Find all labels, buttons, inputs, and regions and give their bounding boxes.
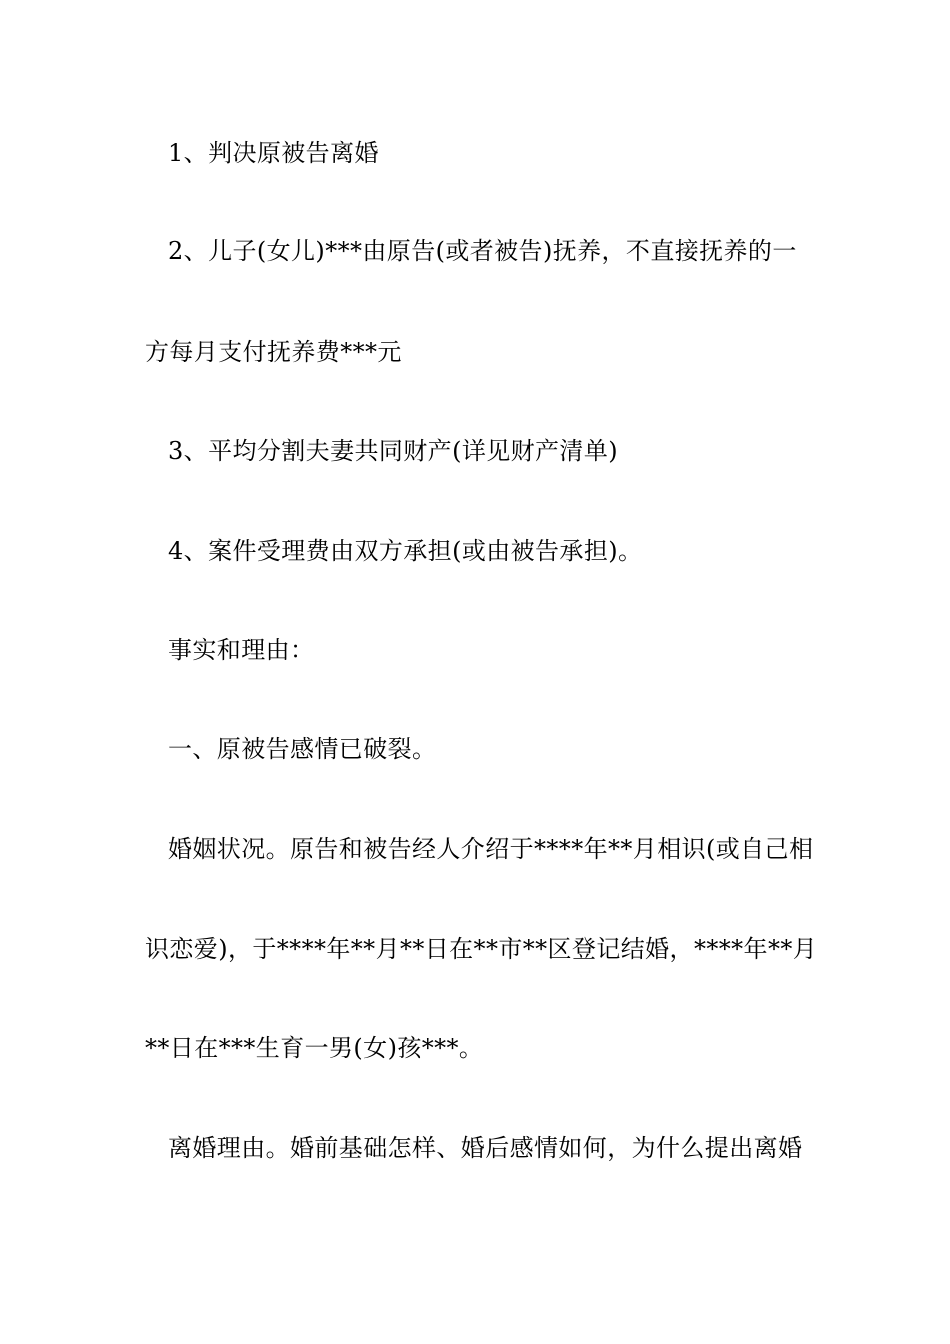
claim-item-1: 1、判决原被告离婚 [168, 139, 379, 167]
divorce-reason-paragraph: 离婚理由。婚前基础怎样、婚后感情如何，为什么提出离婚 [168, 1134, 803, 1162]
marriage-status-paragraph-line-2: 识恋爱)，于****年**月**日在**市**区登记结婚，****年**月 [145, 935, 818, 963]
claim-item-2-continued: 方每月支付抚养费***元 [145, 338, 402, 366]
claim-item-3: 3、平均分割夫妻共同财产(详见财产清单) [168, 437, 618, 465]
section-heading-facts-reasons: 事实和理由： [168, 636, 315, 664]
marriage-status-paragraph-line-3: **日在***生育一男(女)孩***。 [145, 1034, 484, 1062]
claim-item-4: 4、案件受理费由双方承担(或由被告承担)。 [168, 537, 643, 565]
marriage-status-paragraph: 婚姻状况。原告和被告经人介绍于****年**月相识(或自己相 [168, 835, 814, 863]
subheading-relationship-broken: 一、原被告感情已破裂。 [168, 735, 437, 763]
claim-item-2: 2、儿子(女儿)***由原告(或者被告)抚养，不直接抚养的一 [168, 237, 797, 265]
